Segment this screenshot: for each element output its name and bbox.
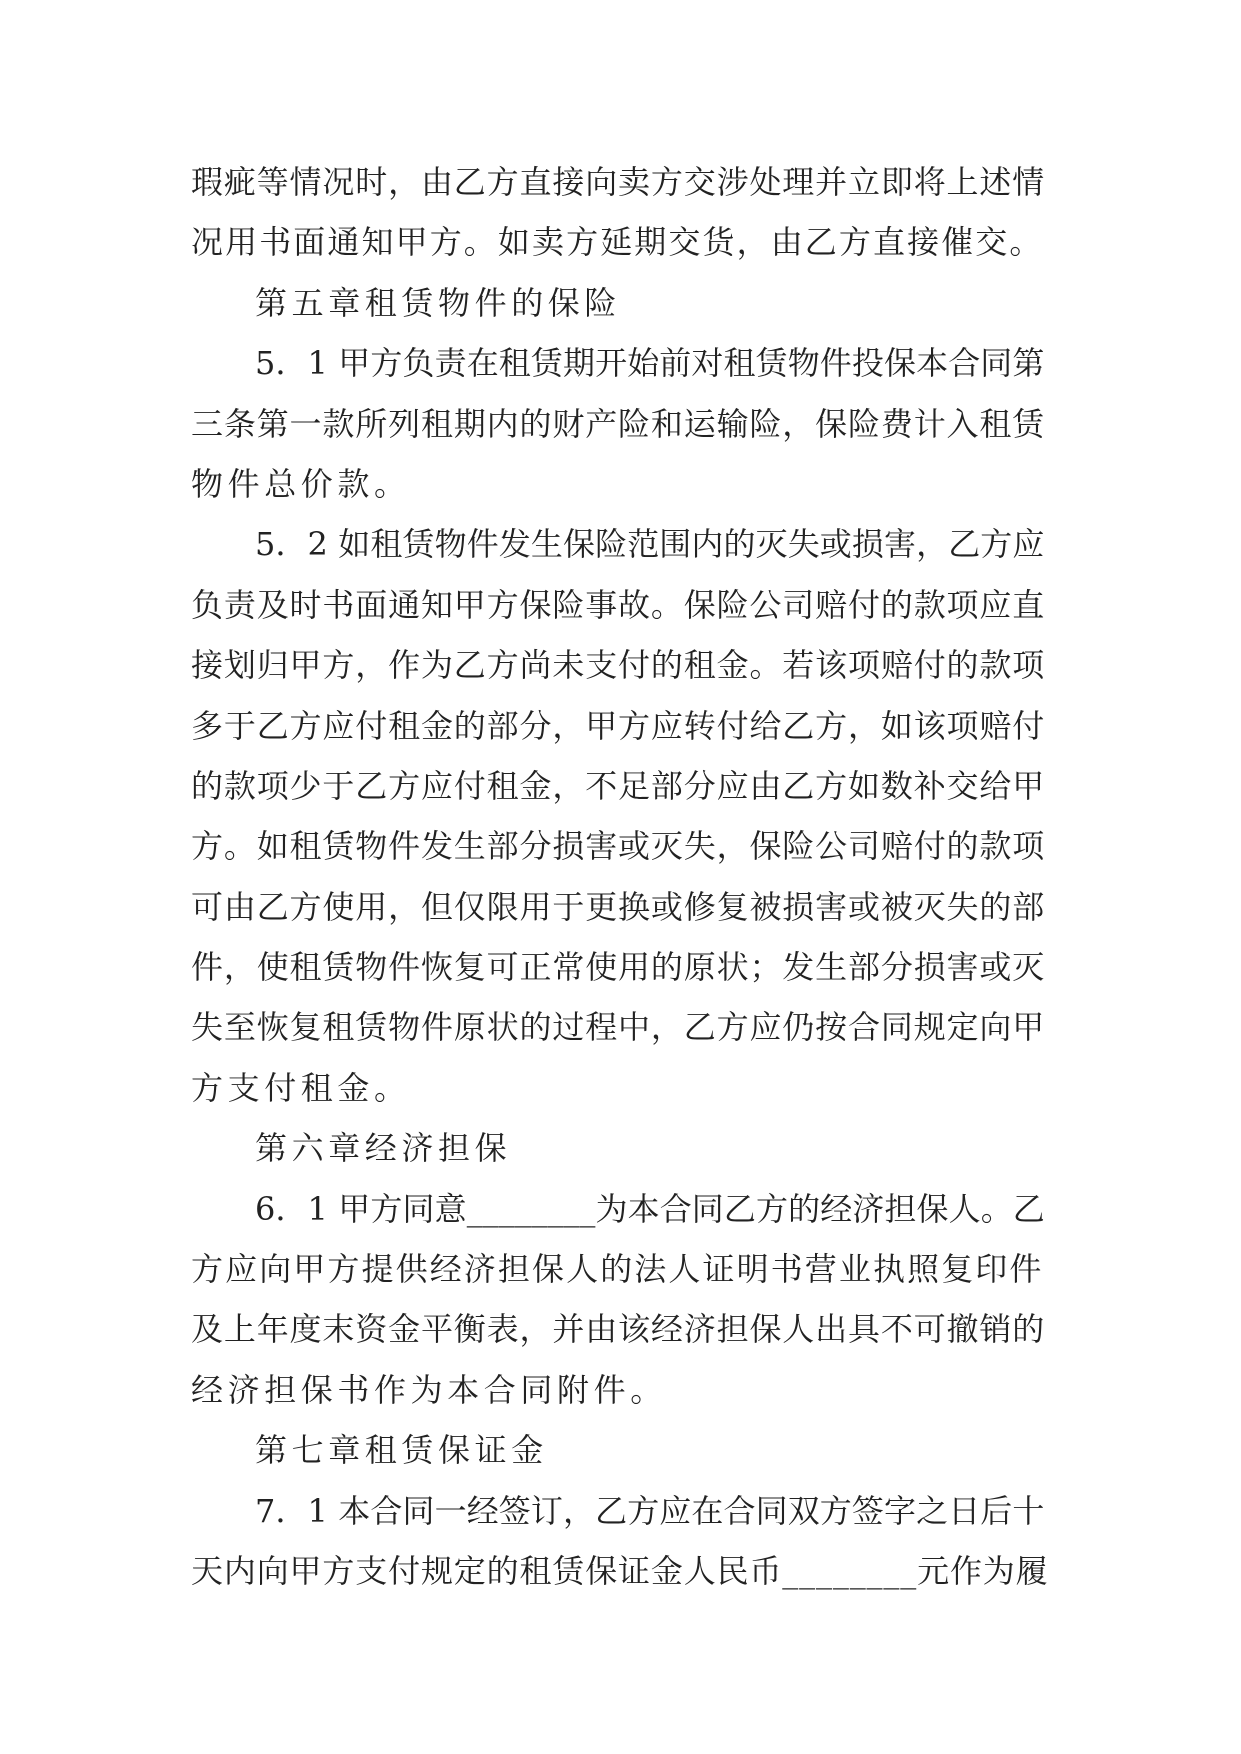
text-line: 方支付租金。 [191,1068,411,1107]
text-line: 天内向甲方支付规定的租赁保证金人民币________元作为履 [191,1551,1049,1590]
text-line: 件，使租赁物件恢复可正常使用的原状；发生部分损害或灭 [191,948,1046,987]
text-line: 第七章租赁保证金 [255,1431,548,1470]
text-line: 况用书面通知甲方。如卖方延期交货，由乙方直接催交。 [191,223,1044,262]
text-line: 多于乙方应付租金的部分，甲方应转付给乙方，如该项赔付 [191,706,1046,745]
text-line: 接划归甲方，作为乙方尚未支付的租金。若该项赔付的款项 [191,646,1046,685]
text-line: 第五章租赁物件的保险 [255,283,622,322]
text-line: 5．2 如租赁物件发生保险范围内的灭失或损害，乙方应 [255,525,1045,564]
text-line: 及上年度末资金平衡表，并由该经济担保人出具不可撤销的 [191,1310,1046,1349]
text-line: 方应向甲方提供经济担保人的法人证明书营业执照复印件 [191,1250,1044,1289]
text-line: 负责及时书面通知甲方保险事故。保险公司赔付的款项应直 [191,585,1046,624]
text-line: 三条第一款所列租期内的财产险和运输险，保险费计入租赁 [191,404,1046,443]
text-line: 方。如租赁物件发生部分损害或灭失，保险公司赔付的款项 [191,827,1046,866]
text-line: 第六章经济担保 [255,1129,512,1168]
document-body [191,152,1049,1601]
text-line: 的款项少于乙方应付租金，不足部分应由乙方如数补交给甲 [191,766,1046,805]
text-line: 失至恢复租赁物件原状的过程中，乙方应仍按合同规定向甲 [191,1008,1046,1047]
text-line: 物件总价款。 [191,464,411,503]
text-line: 7．1 本合同一经签订，乙方应在合同双方签字之日后十 [255,1491,1045,1530]
text-line: 经济担保书作为本合同附件。 [191,1370,667,1409]
text-line: 6．1 甲方同意________为本合同乙方的经济担保人。乙 [255,1189,1045,1228]
text-line: 5．1 甲方负责在租赁期开始前对租赁物件投保本合同第 [255,344,1045,383]
text-line: 可由乙方使用，但仅限用于更换或修复被损害或被灭失的部 [191,887,1046,926]
text-line: 瑕疵等情况时，由乙方直接向卖方交涉处理并立即将上述情 [191,163,1046,201]
